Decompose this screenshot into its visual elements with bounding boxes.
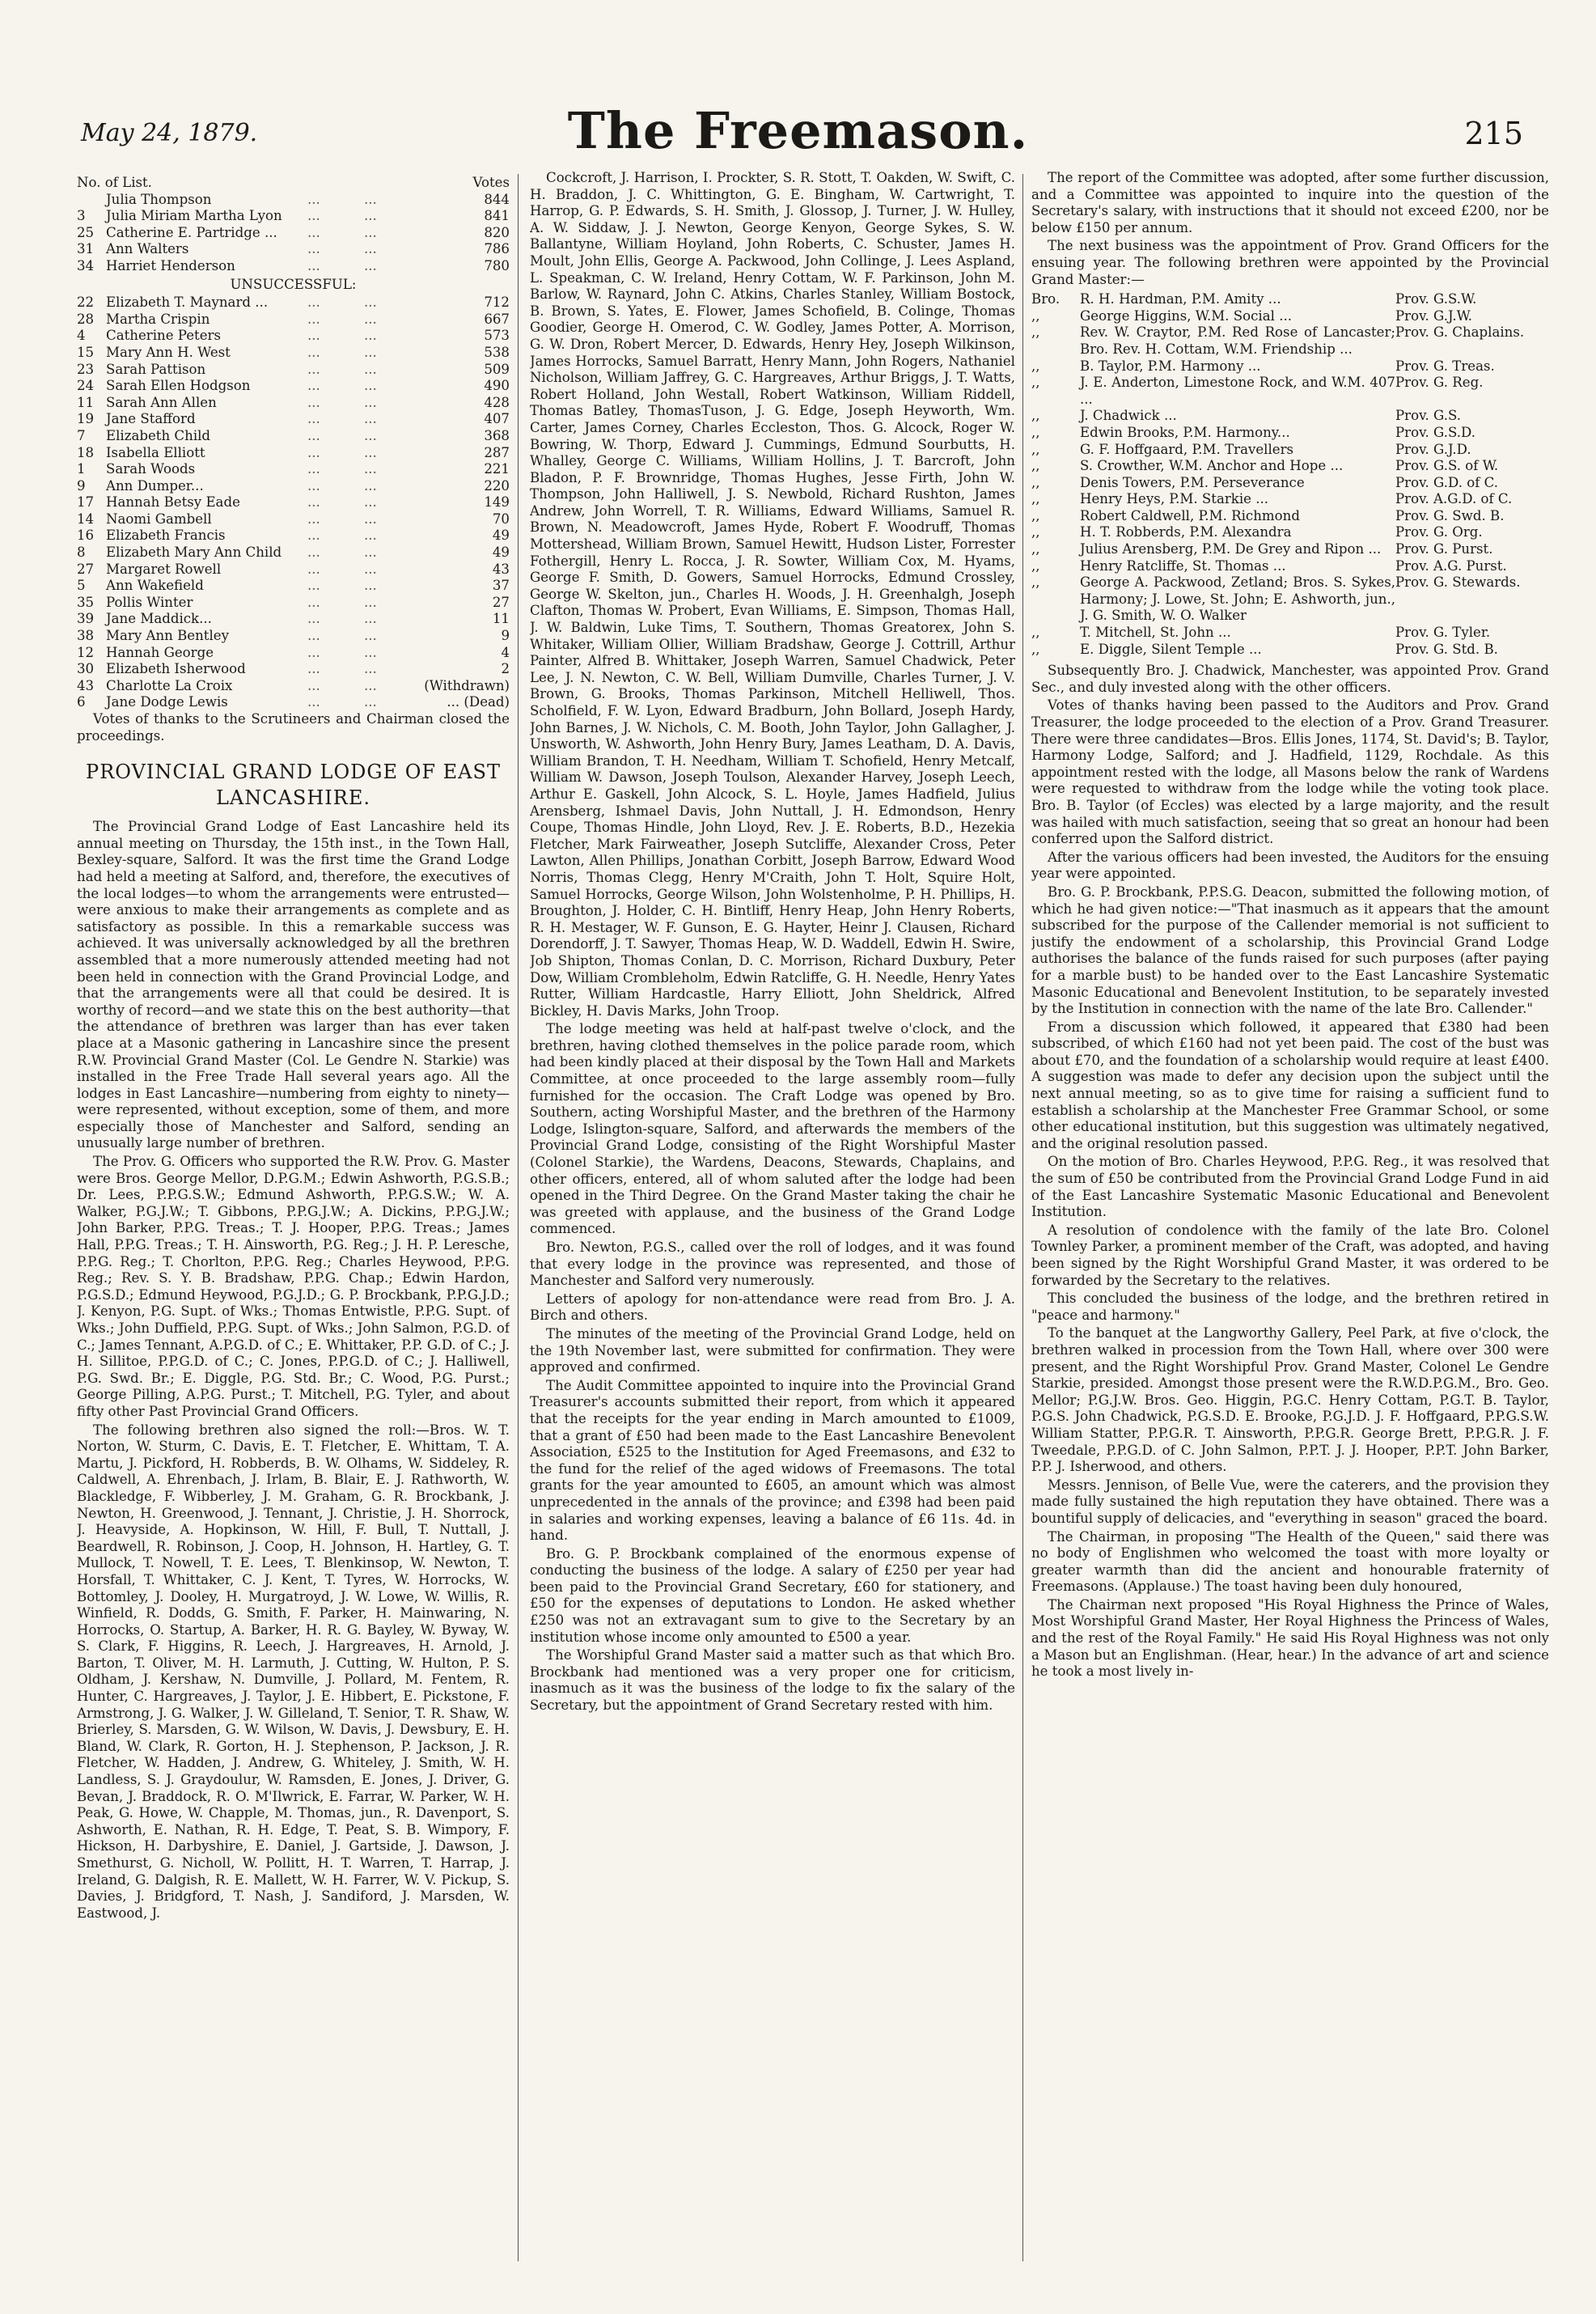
vote-row: [77, 494, 510, 511]
officer-name: S. Crowther, W.M. Anchor and Hope ...: [1080, 458, 1344, 474]
leader-dots: ...: [364, 628, 377, 644]
votes-closing: Votes of thanks to the Scrutineers and Chairman closed the proceedings.: [77, 711, 510, 744]
vote-count: 49: [492, 545, 510, 561]
leader-dots: ...: [364, 411, 377, 427]
leader-dots: ...: [364, 444, 377, 460]
officer-name: George Higgins, W.M. Social ...: [1080, 307, 1293, 324]
vote-count: ... (Dead): [447, 694, 510, 710]
vote-count: 509: [484, 361, 510, 377]
officer-prefix: ,,: [1031, 441, 1040, 457]
vote-row: [77, 295, 510, 312]
officer-name: Henry Heys, P.M. Starkie ...: [1080, 491, 1269, 507]
vote-count: 43: [492, 561, 510, 577]
leader-dots: ...: [364, 295, 377, 311]
candidate-name: Jane Dodge Lewis: [106, 694, 228, 710]
issue-date: May 24, 1879.: [81, 119, 258, 147]
leader-dots: ...: [307, 578, 320, 594]
column-1: [77, 170, 510, 2278]
paragraph: Letters of apology for non-attendance were read from Bro. J. A. Birch and others.: [530, 1290, 1015, 1324]
candidate-name: Martha Crispin: [106, 311, 210, 327]
vote-count: 428: [484, 394, 510, 410]
vote-count: 786: [484, 241, 510, 257]
article-title: PROVINCIAL GRAND LODGE OF EAST LANCASHIRE.: [86, 761, 501, 810]
officer-row: [1031, 475, 1549, 492]
paragraph: The Audit Committee appointed to inquire into the Provincial Grand Treasurer's accounts submitted their report, from which it appeared that the receipts for the year ending in March amounted to £1009, that a grant of £50 had been made to the East Lancashire Benevolent Association, £525 to the Institution for Aged Freemasons, and £32 to the fund for the relief of the aged widows of Freemasons. The total grants for the year amounted to £605, an amount which was almost unprecedented in the annals of the province; and £398 had been paid in salaries and working expenses, leaving a balance of £6 11s. 4d. in hand.: [530, 1377, 1015, 1544]
vote-count: 220: [484, 477, 510, 494]
vote-row: [77, 362, 510, 379]
leader-dots: ...: [364, 594, 377, 610]
leader-dots: ...: [307, 694, 320, 710]
leader-dots: ...: [364, 644, 377, 660]
paragraph: From a discussion which followed, it appeared that £380 had been subscribed, of which £160 had not yet been paid. The cost of the bust was about £70, and the foundation of a scholarship would require at least £400. A suggestion was made to defer any decision upon the subject until the next annual meeting, so as to give time for raising a sufficient fund to establish a scholarship at the Manchester Free Grammar School, or some other educational institution, but this suggestion was ultimately negatived, and the original resolution passed.: [1031, 1019, 1549, 1151]
leader-dots: ...: [364, 311, 377, 327]
leader-dots: ...: [364, 494, 377, 511]
leader-dots: ...: [307, 545, 320, 561]
vote-row: [77, 611, 510, 628]
officer-title: Prov. G. Org.: [1395, 524, 1483, 540]
leader-dots: ...: [364, 378, 377, 394]
officer-title: Prov. G.S.: [1395, 408, 1462, 424]
officer-title: Prov. G. Chaplains.: [1395, 324, 1525, 341]
leader-dots: ...: [364, 224, 377, 240]
candidate-name: Ann Wakefield: [106, 578, 204, 594]
officer-name: Rev. W. Craytor, P.M. Red Rose of Lancaster; Bro. Rev. H. Cottam, W.M. Friendship ...: [1080, 324, 1395, 357]
vote-count: 27: [492, 594, 510, 610]
vote-count: 368: [484, 427, 510, 443]
vote-row: [77, 478, 510, 495]
vote-row: [77, 225, 510, 242]
votes-col-votes: Votes: [472, 175, 510, 190]
officer-title: Prov. G.J.D.: [1395, 441, 1471, 457]
candidate-name: Elizabeth Francis: [106, 528, 226, 544]
leader-dots: ...: [307, 394, 320, 410]
officer-prefix: ,,: [1031, 408, 1040, 424]
candidate-name: Sarah Woods: [106, 461, 196, 477]
vote-list-number: 30: [77, 661, 95, 677]
officer-row: [1031, 375, 1549, 408]
leader-dots: ...: [307, 561, 320, 577]
vote-row: [77, 241, 510, 258]
paragraph: A resolution of condolence with the family of the late Bro. Colonel Townley Parker, a prominent member of the Craft, was adopted, and having been signed by the Right Worshipful Grand Master, it was ordered to be forwarded by the Secretary to the relatives.: [1031, 1222, 1549, 1288]
vote-count: 70: [492, 511, 510, 527]
vote-list-number: 8: [77, 545, 86, 561]
officer-name: B. Taylor, P.M. Harmony ...: [1080, 358, 1261, 374]
vote-list-number: 18: [77, 444, 95, 460]
leader-dots: ...: [307, 224, 320, 240]
paragraph: The Worshipful Grand Master said a matter such as that which Bro. Brockbank had mentioned was a very proper one for criticism, inasmuch as it was the business of the lodge to fix the salary of the Secretary, but the appointment of Grand Secretary rested with him.: [530, 1647, 1015, 1714]
leader-dots: ...: [364, 511, 377, 527]
vote-list-number: 19: [77, 411, 95, 427]
leader-dots: ...: [307, 427, 320, 443]
officer-prefix: ,,: [1031, 625, 1040, 641]
paragraph: The Chairman, in proposing "The Health of the Queen," said there was no body of Englishmen who welcomed the toast with more loyalty or greater warmth than did the ancient and honourable fraternity of Freemasons. (Applause.) The toast having been duly honoured,: [1031, 1528, 1549, 1595]
vote-list-number: 11: [77, 394, 95, 410]
officer-name: J. E. Anderton, Limestone Rock, and W.M. 407 ...: [1080, 375, 1395, 407]
vote-count: 9: [501, 628, 510, 644]
page-number: 215: [1464, 116, 1523, 151]
candidate-name: Pollis Winter: [106, 594, 193, 610]
leader-dots: ...: [307, 191, 320, 207]
vote-count: 538: [484, 344, 510, 360]
officer-name: George A. Packwood, Zetland; Bros. S. Sykes, Harmony; J. Lowe, St. John; E. Ashworth, jun., J. G. Smith, W. O. Walker: [1080, 574, 1395, 624]
vote-count: 490: [484, 378, 510, 394]
article-col3-rest: [1031, 663, 1549, 1680]
unsuccessful-list: [77, 295, 510, 711]
candidate-name: Sarah Pattison: [106, 361, 206, 377]
officer-prefix: ,,: [1031, 424, 1040, 440]
leader-dots: ...: [307, 644, 320, 660]
officer-prefix: ,,: [1031, 324, 1040, 341]
leader-dots: ...: [364, 528, 377, 544]
column-rule: [518, 174, 519, 2261]
officer-name: Robert Caldwell, P.M. Richmond: [1080, 507, 1300, 523]
vote-list-number: 34: [77, 257, 95, 273]
vote-list-number: 43: [77, 677, 95, 693]
leader-dots: ...: [307, 511, 320, 527]
vote-row: [77, 678, 510, 695]
vote-row: [77, 428, 510, 445]
vote-row: [77, 445, 510, 462]
officer-name: Julius Arensberg, P.M. De Grey and Ripon ...: [1080, 541, 1382, 557]
vote-row: [77, 395, 510, 412]
leader-dots: ...: [364, 461, 377, 477]
candidate-name: Julia Thompson: [106, 191, 212, 207]
officer-name: J. Chadwick ...: [1080, 408, 1177, 424]
vote-list-number: 9: [77, 477, 86, 494]
leader-dots: ...: [364, 561, 377, 577]
leader-dots: ...: [307, 241, 320, 257]
candidate-name: Hannah George: [106, 644, 214, 660]
masthead: [49, 101, 1547, 174]
leader-dots: ...: [307, 461, 320, 477]
officer-prefix: ,,: [1031, 541, 1040, 557]
vote-count: 844: [484, 191, 510, 207]
leader-dots: ...: [364, 677, 377, 693]
vote-list-number: 16: [77, 528, 95, 544]
officer-prefix: ,,: [1031, 307, 1040, 324]
leader-dots: ...: [307, 444, 320, 460]
vote-count: 4: [501, 644, 510, 660]
vote-list-number: 27: [77, 561, 95, 577]
officer-prefix: ,,: [1031, 557, 1040, 574]
vote-row: [77, 461, 510, 478]
officer-name: Henry Ratcliffe, St. Thomas ...: [1080, 557, 1286, 574]
paragraph: This concluded the business of the lodge, and the brethren retired in "peace and harmony.": [1031, 1290, 1549, 1323]
officer-row: [1031, 541, 1549, 558]
officer-row: [1031, 358, 1549, 375]
paragraph: Messrs. Jennison, of Belle Vue, were the caterers, and the provision they made fully sustained the high reputation they have obtained. There was a bountiful supply of delicacies, and "everything in season" graced the board.: [1031, 1477, 1549, 1526]
candidate-name: Isabella Elliott: [106, 444, 205, 460]
paragraph: The Prov. G. Officers who supported the R.W. Prov. G. Master were Bros. George Mellor, D.P.G.M.; Edwin Ashworth, P.G.S.B.; Dr. Lees, P.P.G.S.W.; Edmund Ashworth, P.P.G.S.W.; W. A. Walker, P.G.J.W.; T. Gibbons, P.P.G.J.W.; A. Dickins, P.P.G.J.W.; John Barker, P.P.G. Treas.; T. J. Hooper, P.P.G. Treas.; James Hall, P.P.G. Treas.; T. H. Ainsworth, P.G. Reg.; J. H. P. Leresche, P.P.G. Reg.; T. Chorlton, P.P.G. Reg.; Charles Heywood, P.P.G. Reg.; Rev. S. Y. B. Bradshaw, P.P.G. Chap.; Edwin Hardon, P.G.S.D.; Edmund Heywood, P.G.J.D.; G. P. Brockbank, P.P.G.J.D.; J. Kenyon, P.G. Supt. of Wks.; Thomas Entwistle, P.P.G. Supt. of Wks.; John Duffield, P.P.G. Supt. of Wks.; John Salmon, P.G.D. of C.; James Tennant, A.P.G.D. of C.; E. Whittaker, P.P. G.D. of C.; J. H. Sillitoe, P.P.G.D. of C.; C. Jones, P.P.G.D. of C.; J. Halliwell, P.G. Swd. Br.; E. Diggle, P.G. Std. Br.; C. Wood, P.G. Purst.; George Pilling, A.P.G. Purst.; T. Mitchell, P.G. Tyler, and about fifty other Past Provincial Grand Officers.: [77, 1154, 510, 1419]
officer-title: Prov. G. Swd. B.: [1395, 507, 1505, 523]
vote-list-number: [77, 192, 106, 209]
officer-prefix: ,,: [1031, 474, 1040, 490]
leader-dots: ...: [307, 311, 320, 327]
vote-row: [77, 661, 510, 678]
officer-row: [1031, 508, 1549, 525]
vote-list-number: 17: [77, 494, 95, 511]
leader-dots: ...: [364, 661, 377, 677]
vote-list-number: 4: [77, 328, 86, 344]
officer-row: [1031, 524, 1549, 541]
paragraph: The minutes of the meeting of the Provincial Grand Lodge, held on the 19th November last, were submitted for confirmation. They were approved and confirmed.: [530, 1325, 1015, 1375]
votes-header: [77, 175, 510, 192]
vote-count: 37: [492, 578, 510, 594]
candidate-name: Margaret Rowell: [106, 561, 222, 577]
vote-row: [77, 528, 510, 545]
vote-row: [77, 378, 510, 395]
vote-count: 820: [484, 224, 510, 240]
officer-row: [1031, 408, 1549, 425]
officer-prefix: ,,: [1031, 574, 1040, 591]
vote-count: 49: [492, 528, 510, 544]
candidate-name: Harriet Henderson: [106, 257, 235, 273]
vote-count: 712: [484, 295, 510, 311]
leader-dots: ...: [364, 328, 377, 344]
leader-dots: ...: [307, 378, 320, 394]
vote-count: 2: [501, 661, 510, 677]
column-rule: [1022, 174, 1023, 2261]
vote-row: [77, 411, 510, 428]
vote-row: [77, 208, 510, 225]
vote-count: 221: [484, 461, 510, 477]
article-col2: [530, 170, 1015, 1714]
vote-row: [77, 192, 510, 209]
paragraph: On the motion of Bro. Charles Heywood, P.P.G. Reg., it was resolved that the sum of £50 be contributed from the Provincial Grand Lodge Fund in aid of the East Lancashire Systematic Masonic Educational and Benevolent Institution.: [1031, 1154, 1549, 1220]
officer-row: [1031, 458, 1549, 475]
leader-dots: ...: [364, 694, 377, 710]
vote-list-number: 14: [77, 511, 95, 527]
vote-count: 149: [484, 494, 510, 511]
leader-dots: ...: [364, 208, 377, 224]
leader-dots: ...: [307, 677, 320, 693]
paragraph: Subsequently Bro. J. Chadwick, Manchester, was appointed Prov. Grand Sec., and duly invested along with the other officers.: [1031, 663, 1549, 695]
paragraph: Bro. G. P. Brockbank complained of the enormous expense of conducting the business of the lodge. A salary of £250 per year had been paid to the Provincial Grand Secretary, £60 for stationery, and £50 for the expenses of deputations to London. He asked whether £250 was not an extravagant sum to give to the Secretary by an institution whose income only amounted to £500 a year.: [530, 1545, 1015, 1645]
leader-dots: ...: [364, 394, 377, 410]
vote-row: [77, 545, 510, 562]
vote-list-number: 7: [77, 427, 86, 443]
candidate-name: Catherine E. Partridge ...: [106, 224, 277, 240]
paragraph: The lodge meeting was held at half-past twelve o'clock, and the brethren, having clothed themselves in the police parade room, which had been kindly placed at their disposal by the Town Hall and Markets Committee, at once proceeded to the large assembly room—fully furnished for the occasion. The Craft Lodge was opened by Bro. Southern, acting Worshipful Master, and the brethren of the Harmony Lodge, Islington-square, Salford, and afterwards the members of the Provincial Grand Lodge, consisting of the Right Worshipful Master (Colonel Starkie), the Wardens, Deacons, Stewards, Chaplains, and other officers, entered, all of whom saluted after the lodge had been opened in the Third Degree. On the Grand Master taking the chair he was greeted with applause, and the business of the Grand Lodge commenced.: [530, 1021, 1015, 1237]
officer-prefix: ,,: [1031, 641, 1040, 657]
newspaper-title: The Freemason.: [567, 101, 1029, 160]
leader-dots: ...: [364, 477, 377, 494]
leader-dots: ...: [307, 661, 320, 677]
leader-dots: ...: [307, 257, 320, 273]
vote-count: 573: [484, 328, 510, 344]
paragraph: After the various officers had been invested, the Auditors for the ensuing year were appointed.: [1031, 849, 1549, 882]
candidate-name: Julia Miriam Martha Lyon: [106, 208, 282, 224]
vote-count: 841: [484, 208, 510, 224]
officer-row: [1031, 558, 1549, 575]
officer-title: Prov. G. Treas.: [1395, 358, 1495, 374]
leader-dots: ...: [364, 427, 377, 443]
vote-list-number: 12: [77, 644, 95, 660]
officer-title: Prov. G. Reg.: [1395, 375, 1484, 391]
officer-name: Denis Towers, P.M. Perseverance: [1080, 474, 1305, 490]
leader-dots: ...: [307, 594, 320, 610]
candidate-name: Jane Stafford: [106, 411, 196, 427]
paragraph: Bro. Newton, P.G.S., called over the roll of lodges, and it was found that every lodge in the province was represented, and those of Manchester and Salford very numerously.: [530, 1240, 1015, 1289]
paragraph: The Provincial Grand Lodge of East Lancashire held its annual meeting on Thursday, the 15th inst., in the Town Hall, Bexley-square, Salford. It was the first time the Grand Lodge had held a meeting at Salford, and, therefore, the executives of the local lodges—to whom the arrangements were entrusted—were anxious to make their arrangements as complete and as satisfactory as possible. In this a remarkable success was achieved. It was universally acknowledged by all the brethren assembled that a more numerously attended meeting had not been held in connection with the Grand Provincial Lodge, and that the arrangements were all that could be desired. It is worthy of record—and we state this on the best authority—that the attendance of brethren was larger than has ever taken place at a Masonic gathering in Lancashire since the present R.W. Provincial Grand Master (Col. Le Gendre N. Starkie) was installed in the Free Trade Hall several years ago. All the lodges in East Lancashire—numbering from eighty to ninety—were represented, without exception, some of them, and more especially those of Manchester and Salford, sending an unusually large number of brethren.: [77, 819, 510, 1151]
candidate-name: Mary Ann Bentley: [106, 628, 229, 644]
vote-list-number: 25: [77, 224, 95, 240]
paragraph: The next business was the appointment of Prov. Grand Officers for the ensuing year. The following brethren were appointed by the Provincial Grand Master:—: [1031, 238, 1549, 287]
column-2: [530, 170, 1015, 2278]
leader-dots: ...: [307, 295, 320, 311]
candidate-name: Elizabeth T. Maynard ...: [106, 295, 269, 311]
vote-list-number: 31: [77, 241, 95, 257]
officer-row: [1031, 442, 1549, 459]
vote-list-number: 24: [77, 378, 95, 394]
officer-name: G. F. Hoffgaard, P.M. Travellers: [1080, 441, 1294, 457]
paragraph: Bro. G. P. Brockbank, P.P.S.G. Deacon, submitted the following motion, of which he had given notice:—"That inasmuch as it appears that the amount subscribed for the purpose of the Callender memorial is not sufficient to justify the endowment of a scholarship, this Provincial Grand Lodge authorises the balance of the funds raised for such purposes (after paying for a marble bust) to be handed over to the East Lancashire Systematic Masonic Educational and Benevolent Institution, to be separately invested by the Institution in connection with the name of the late Bro. Callender.": [1031, 884, 1549, 1017]
successful-list: [77, 192, 510, 275]
vote-count: 667: [484, 311, 510, 327]
leader-dots: ...: [307, 528, 320, 544]
officer-row: [1031, 642, 1549, 659]
leader-dots: ...: [364, 361, 377, 377]
officer-name: E. Diggle, Silent Temple ...: [1080, 641, 1262, 657]
unsuccessful-label: UNSUCCESSFUL:: [230, 276, 357, 292]
leader-dots: ...: [307, 328, 320, 344]
officer-row: [1031, 324, 1549, 358]
leader-dots: ...: [364, 611, 377, 627]
paragraph: The report of the Committee was adopted, after some further discussion, and a Committee was appointed to inquire into the question of the Secretary's salary, with instructions that it should not exceed £200, nor be below £150 per annum.: [1031, 170, 1549, 235]
vote-list-number: 1: [77, 461, 86, 477]
leader-dots: ...: [307, 477, 320, 494]
officer-title: Prov. G.J.W.: [1395, 307, 1473, 324]
officer-name: H. T. Robberds, P.M. Alexandra: [1080, 524, 1292, 540]
officer-prefix: ,,: [1031, 358, 1040, 374]
vote-row: [77, 562, 510, 578]
leader-dots: ...: [364, 241, 377, 257]
vote-list-number: 28: [77, 311, 95, 327]
vote-list-number: 15: [77, 344, 95, 360]
paragraph: To the banquet at the Langworthy Gallery, Peel Park, at five o'clock, the brethren walked in procession from the Town Hall, where over 300 were present, and the Right Worshipful Prov. Grand Master, Colonel Le Gendre Starkie, presided. Amongst those present were the R.W.D.P.G.M., Bro. Geo. Mellor; P.G.J.W. Bros. Geo. Higgin, P.G.C. Henry Cottam, P.G.T. B. Taylor, P.G.S. John Chadwick, P.G.S.D. E. Brooke, P.G.J.D. J. F. Hoffgaard, P.P.G.S.W. William Statter, P.P.G.R. T. Ainsworth, P.P.G.R. George Brett, P.P.G.R. J. F. Tweedale, P.P.G.D. of C. John Salmon, P.P.T. J. J. Hooper, P.P.T. John Barker, P.P. J. Isherwood, and others.: [1031, 1325, 1549, 1475]
officer-title: Prov. G.D. of C.: [1395, 474, 1499, 490]
officer-prefix: ,,: [1031, 458, 1040, 474]
officer-row: [1031, 625, 1549, 642]
officer-title: Prov. G. Purst.: [1395, 541, 1493, 557]
leader-dots: ...: [307, 611, 320, 627]
vote-list-number: 35: [77, 594, 95, 610]
officer-name: Edwin Brooks, P.M. Harmony...: [1080, 424, 1290, 440]
vote-row: [77, 694, 510, 711]
leader-dots: ...: [307, 344, 320, 360]
candidate-name: Elizabeth Mary Ann Child: [106, 545, 282, 561]
candidate-name: Catherine Peters: [106, 328, 221, 344]
officer-title: Prov. G.S.W.: [1395, 291, 1477, 307]
candidate-name: Elizabeth Isherwood: [106, 661, 246, 677]
officer-row: [1031, 491, 1549, 508]
paragraph: Votes of thanks having been passed to the Auditors and Prov. Grand Treasurer, the lodge proceeded to the election of a Prov. Grand Treasurer. There were three candidates—Bros. Ellis Jones, 1174, St. David's; B. Taylor, Harmony Lodge, Salford; and J. Hadfield, 1129, Rochdale. As this appointment rested with the lodge, all Masons below the rank of Wardens were requested to withdraw from the lodge while the voting took place. Bro. B. Taylor (of Eccles) was elected by a large majority, and the result was hailed with much satisfaction, seeing that so great an honour had been conferred upon the Salford district.: [1031, 697, 1549, 847]
vote-list-number: 6: [77, 694, 86, 710]
officer-name: T. Mitchell, St. John ...: [1080, 625, 1231, 641]
leader-dots: ...: [307, 628, 320, 644]
officer-title: Prov. G. Std. B.: [1395, 641, 1498, 657]
candidate-name: Hannah Betsy Eade: [106, 494, 240, 511]
candidate-name: Ann Dumper...: [106, 477, 204, 494]
leader-dots: ...: [364, 578, 377, 594]
leader-dots: ...: [364, 191, 377, 207]
officer-name: R. H. Hardman, P.M. Amity ...: [1080, 291, 1281, 307]
officer-title: Prov. G.S. of W.: [1395, 458, 1499, 474]
vote-list-number: 38: [77, 628, 95, 644]
vote-list-number: 23: [77, 361, 95, 377]
vote-list-number: 5: [77, 578, 86, 594]
candidate-name: Charlotte La Croix: [106, 677, 233, 693]
officer-row: [1031, 308, 1549, 325]
leader-dots: ...: [307, 208, 320, 224]
officer-title: Prov. A.G. Purst.: [1395, 557, 1507, 574]
vote-count: 11: [492, 611, 510, 627]
vote-count: 780: [484, 257, 510, 273]
vote-row: [77, 511, 510, 528]
candidate-name: Sarah Ann Allen: [106, 394, 217, 410]
vote-row: [77, 628, 510, 645]
column-3: [1031, 170, 1549, 2278]
candidate-name: Mary Ann H. West: [106, 344, 231, 360]
vote-list-number: 22: [77, 295, 95, 311]
officer-title: Prov. G.S.D.: [1395, 424, 1476, 440]
vote-row: [77, 345, 510, 362]
officer-row: [1031, 574, 1549, 625]
candidate-name: Jane Maddick...: [106, 611, 212, 627]
officer-title: Prov. A.G.D. of C.: [1395, 491, 1513, 507]
paragraph: The Chairman next proposed "His Royal Highness the Prince of Wales, Most Worshipful Grand Master, Her Royal Highness the Princess of Wales, and the rest of the Royal Family." He said His Royal Highness was not only a Mason but an Englishman. (Hear, hear.) In the advance of art and science he took a most lively in-: [1031, 1596, 1549, 1680]
officer-prefix: ,,: [1031, 524, 1040, 540]
officer-prefix: ,,: [1031, 491, 1040, 507]
vote-row: [77, 645, 510, 662]
officers-list: [1031, 291, 1549, 658]
paragraph: Cockcroft, J. Harrison, I. Prockter, S. R. Stott, T. Oakden, W. Swift, C. H. Braddon, J. C. Whittington, G. E. Bingham, W. Cartwright, T. Harrop, G. P. Edwards, S. H. Smith, J. Glossop, J. Turner, J. W. Hulley, A. W. Siddaw, J. J. Newton, George Kenyon, George Sykes, S. W. Ballantyne, William Hoyland, John Roberts, C. Schuster, James H. Moult, John Ellis, George A. Packwood, John Collinge, J. Lees Aspland, L. Speakman, C. W. Ireland, Henry Cottam, W. F. Parkinson, John M. Barlow, W. Raynard, John C. Atkins, Charles Stanley, William Bostock, B. Brown, S. Yates, E. Flower, James Schofield, B. Colinge, Thomas Goodier, George H. Omerod, C. W. Godley, James Potter, A. Morrison, G. W. Dron, Robert Mercer, D. Edwards, Henry Hey, Joseph Wilkinson, James Horrocks, Samuel Barratt, Henry Mann, John Rogers, Nathaniel Nicholson, William Jaffrey, G. C. Hargreaves, Arthur Briggs, J. T. Watts, Robert Holland, John Westall, Robert Watkinson, William Riddell, Thomas Batley, ThomasTuson, J. G. Edge, Joseph Heyworth, Wm. Carter, James Corney, Charles Eccleston, Thos. G. Alcock, Roger W. Bowring, W. Thorp, Edward J. Cummings, Edmund Sourbutts, H. Whalley, George C. Williams, William Hollins, J. T. Barcroft, John Bladon, P. F. Brownridge, Thomas Hughes, Jesse Firth, John W. Thompson, John Halliwell, J. S. Newbold, Richard Rushton, James Andrew, John Worrell, T. R. Williams, Edward Williams, Samuel R. Brown, N. Meadowcroft, James Hyde, Robert F. Woodruff, Thomas Mottershead, William Brown, Samuel Hewitt, Hudson Lister, Forrester Fothergill, Henry L. Rocca, J. R. Sowter, William Cox, M. Hyams, George F. Smith, D. Gowers, Samuel Horrocks, Edmund Crossley, George W. Skelton, jun., Charles H. Woods, J. H. Greenhalgh, Joseph Clafton, Thomas W. Probert, Evan Williams, E. Simpson, Thomas Hall, J. W. Baldwin, Luke Tims, T. Southern, Thomas Greatorex, John S. Whitaker, William Ollier, William Bradshaw, George J. Cottrill, Arthur Painter, Alfred B. Whittaker, Joseph Warren, Samuel Chadwick, Peter Lee, J. N. Newton, C. W. Bell, William Dumville, Charles Turner, J. V. Brown, G. Brooks, Thomas Parkinson, Mitchell Helliwell, Thos. Scholfield, F. W. Lyon, Edward Bradburn, John Bollard, Joseph Hardy, John Barnes, J. W. Nichols, C. M. Booth, John Taylor, John Gallagher, J. Unsworth, W. Ashworth, John Henry Bury, James Leatham, D. A. Davis, William Brandon, T. H. Needham, William T. Schofield, Henry Metcalf, William W. Dawson, Joseph Toulson, Alexander Harvey, Joseph Leech, Arthur E. Gaskell, John Alcock, S. L. Hoyle, James Hadfield, Julius Arensberg, Ishmael Davis, John Nuttall, J. H. Edmondson, Henry Coupe, Thomas Hindle, John Lloyd, Rev. J. E. Roberts, B.D., Hezekia Fletcher, Mark Fairweather, Joseph Sutcliffe, Alexander Cross, Peter Lawton, Allen Phillips, Jonathan Corbitt, Joseph Barrow, Edward Wood Norris, Thomas Clegg, Henry M'Craith, John T. Holt, Squire Holt, Samuel Horrocks, George Wilson, John Wolstenholme, P. H. Phillips, H. Broughton, J. Holder, C. H. Bintliff, Henry Heap, John Henry Roberts, R. H. Mestager, W. F. Gunson, E. G. Hayter, Heinr J. Clausen, Richard Dorendorff, J. T. Sawyer, Thomas Heap, W. D. Waddell, Edwin H. Swire, Job Shipton, Thomas Conlan, D. C. Morrison, Richard Duxbury, Peter Dow, William Crombleholm, Edwin Ratcliffe, G. H. Needle, Henry Yates Rutter, William Hardcastle, Harry Elliott, John Sheldrick, Alfred Bickley, H. Davis Marks, John Troop.: [530, 170, 1015, 1019]
candidate-name: Naomi Gambell: [106, 511, 212, 527]
paragraph: The following brethren also signed the roll:—Bros. W. T. Norton, W. Sturm, C. Davis, E. T. Fletcher, E. Whittam, T. A. Martu, J. Pickford, H. Robberds, B. W. Olhams, W. Siddeley, R. Caldwell, A. Ehrenbach, J. Irlam, B. Blair, E. J. Rathworth, W. Blackledge, F. Wibberley, J. M. Graham, G. R. Brockbank, J. Newton, H. Greenwood, J. Tennant, J. Christie, J. H. Shorrock, J. Heavyside, A. Hopkinson, W. Hill, F. Bull, T. Nuttall, J. Beardwell, R. Robinson, J. Coop, H. Johnson, H. Hartley, G. T. Mullock, T. Nowell, T. E. Lees, T. Blenkinsop, W. Newton, T. Horsfall, T. Whittaker, C. J. Kent, T. Tyres, W. Horrocks, W. Bottomley, J. Dooley, H. Murgatroyd, J. W. Lowe, W. Willis, R. Winfield, R. Dodds, G. Smith, F. Parker, H. Mainwaring, N. Horrocks, O. Startup, A. Barker, H. R. G. Bayley, W. Byway, W. S. Clark, F. Higgins, R. Leech, J. Hargreaves, H. Arnold, J. Barton, T. Oliver, M. H. Larmuth, J. Cutting, W. Hulton, P. S. Oldham, J. Kershaw, N. Dumville, J. Pollard, M. Fentem, R. Hunter, C. Hargreaves, J. Taylor, J. E. Hibbert, E. Pickstone, F. Armstrong, J. G. Walker, J. W. Gilleland, T. Senior, T. R. Shaw, W. Brierley, S. Marsden, G. W. Wilson, W. Davis, J. Dewsbury, E. H. Bland, W. Clark, R. Gorton, H. J. Stephenson, P. Jackson, J. R. Fletcher, W. Hadden, J. Andrew, G. Whiteley, J. Smith, W. H. Landless, S. J. Graydoulur, W. Ramsden, E. Jones, J. Driver, G. Bevan, J. Braddock, R. O. M'Ilwrick, E. Farrar, W. Parker, W. H. Peak, G. Howe, W. Chapple, M. Thomas, jun., R. Davenport, S. Ashworth, E. Nathan, R. H. Edge, T. Peat, S. B. Wimpory, F. Hickson, H. Darbyshire, E. Daniel, J. Gartside, J. Dawson, J. Smethurst, G. Nicholl, W. Pollitt, H. T. Warren, T. Harrap, J. Ireland, G. Dalgish, R. E. Mallett, W. H. Farrer, W. V. Pickup, S. Davies, J. Bridgford, T. Nash, J. Sandiford, J. Marsden, W. Eastwood, J.: [77, 1422, 510, 1921]
leader-dots: ...: [307, 361, 320, 377]
vote-row: [77, 312, 510, 328]
leader-dots: ...: [364, 545, 377, 561]
vote-count: 407: [484, 411, 510, 427]
vote-row: [77, 595, 510, 612]
candidate-name: Sarah Ellen Hodgson: [106, 378, 251, 394]
vote-row: [77, 578, 510, 595]
votes-col-no: No. of List.: [77, 175, 152, 190]
leader-dots: ...: [364, 344, 377, 360]
article-col1: [77, 819, 510, 1922]
officer-prefix: Bro.: [1031, 291, 1060, 307]
vote-count: (Withdrawn): [424, 677, 510, 693]
officer-title: Prov. G. Tyler.: [1395, 625, 1491, 641]
leader-dots: ...: [307, 494, 320, 511]
officer-prefix: ,,: [1031, 507, 1040, 523]
officer-prefix: ,,: [1031, 375, 1040, 391]
leader-dots: ...: [364, 257, 377, 273]
vote-list-number: 3: [77, 208, 86, 224]
officer-row: [1031, 425, 1549, 442]
officer-title: Prov. G. Stewards.: [1395, 574, 1521, 591]
article-col3-intro: [1031, 170, 1549, 288]
officer-row: [1031, 291, 1549, 308]
vote-row: [77, 258, 510, 275]
vote-list-number: 39: [77, 611, 95, 627]
candidate-name: Elizabeth Child: [106, 427, 211, 443]
candidate-name: Ann Walters: [106, 241, 189, 257]
vote-row: [77, 328, 510, 345]
vote-count: 287: [484, 444, 510, 460]
leader-dots: ...: [307, 411, 320, 427]
